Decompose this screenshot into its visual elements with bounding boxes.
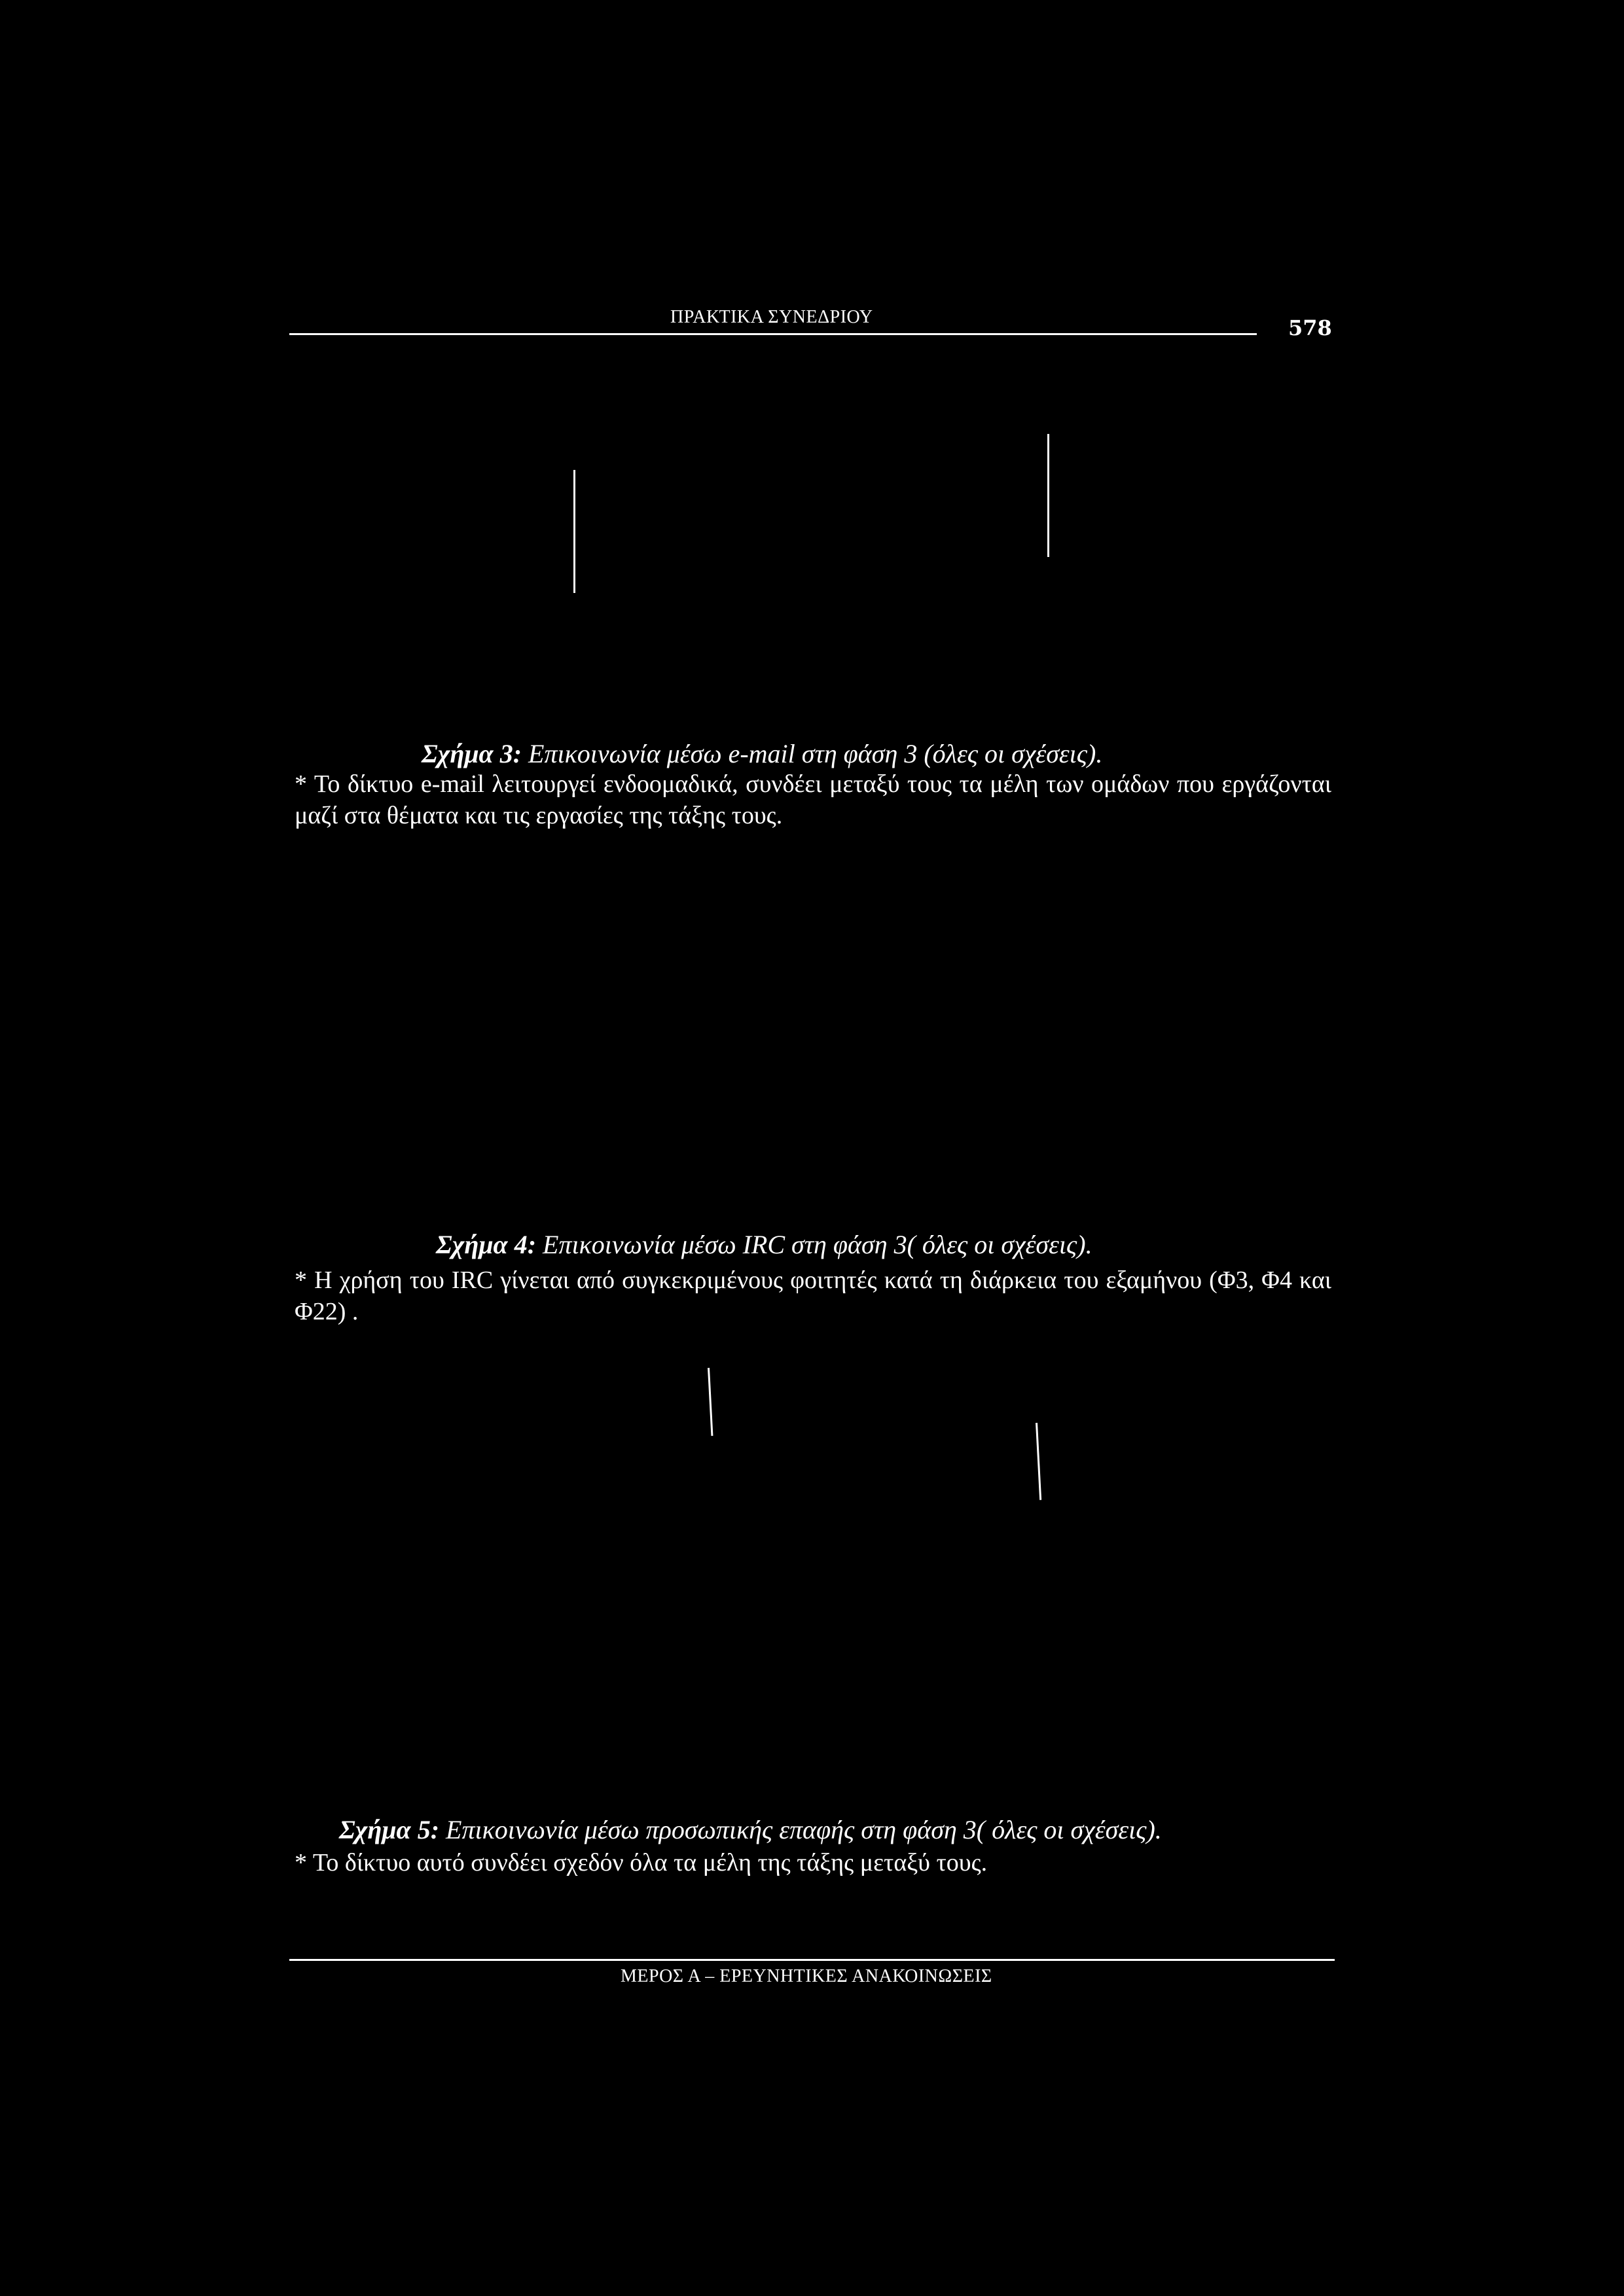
header-rule bbox=[289, 333, 1257, 335]
figure-5-caption bbox=[339, 1817, 1162, 1843]
figure-3-edge-line bbox=[1047, 434, 1049, 557]
figure-3-note: * Το δίκτυο e-mail λειτουργεί ενδοομαδικά, συνδέει μεταξύ τους τα μέλη των ομάδων που εργάζονται μαζί στα θέματα και τις εργασίες της τάξης τους. bbox=[295, 770, 1331, 829]
figure-4-caption bbox=[436, 1232, 1092, 1258]
running-footer-title: ΜΕΡΟΣ Α – ΕΡΕΥΝΗΤΙΚΕΣ ΑΝΑΚΟΙΝΩΣΕΙΣ bbox=[621, 1966, 992, 1986]
figure-3-label: Σχήμα 3: bbox=[422, 739, 522, 768]
figure-4-caption-text: Επικοινωνία μέσω IRC στη φάση 3( όλες οι σχέσεις). bbox=[543, 1230, 1092, 1259]
figure-3-edge-line bbox=[573, 470, 575, 593]
figure-3-caption-text: Επικοινωνία μέσω e-mail στη φάση 3 (όλες οι σχέσεις). bbox=[528, 739, 1103, 768]
page-number: 578 bbox=[1288, 315, 1332, 340]
figure-5-note: * Το δίκτυο αυτό συνδέει σχεδόν όλα τα μέλη της τάξης μεταξύ τους. bbox=[295, 1849, 988, 1876]
figure-5-edge-line bbox=[708, 1368, 713, 1436]
figure-5-label: Σχήμα 5: bbox=[339, 1815, 440, 1844]
figure-5-edge-line bbox=[1036, 1423, 1041, 1500]
figure-4-label: Σχήμα 4: bbox=[436, 1230, 537, 1259]
footer-rule bbox=[289, 1959, 1335, 1961]
figure-4-note: * Η χρήση του IRC γίνεται από συγκεκριμένους φοιτητές κατά τη διάρκεια του εξαμήνου (Φ3, Φ4 και Φ22) . bbox=[295, 1266, 1331, 1325]
running-header-title: ΠΡΑΚΤΙΚΑ ΣΥΝΕΔΡΙΟΥ bbox=[670, 307, 873, 327]
figure-5-caption-text: Επικοινωνία μέσω προσωπικής επαφής στη φάση 3( όλες οι σχέσεις). bbox=[446, 1815, 1162, 1844]
figure-3-caption bbox=[422, 741, 1102, 767]
